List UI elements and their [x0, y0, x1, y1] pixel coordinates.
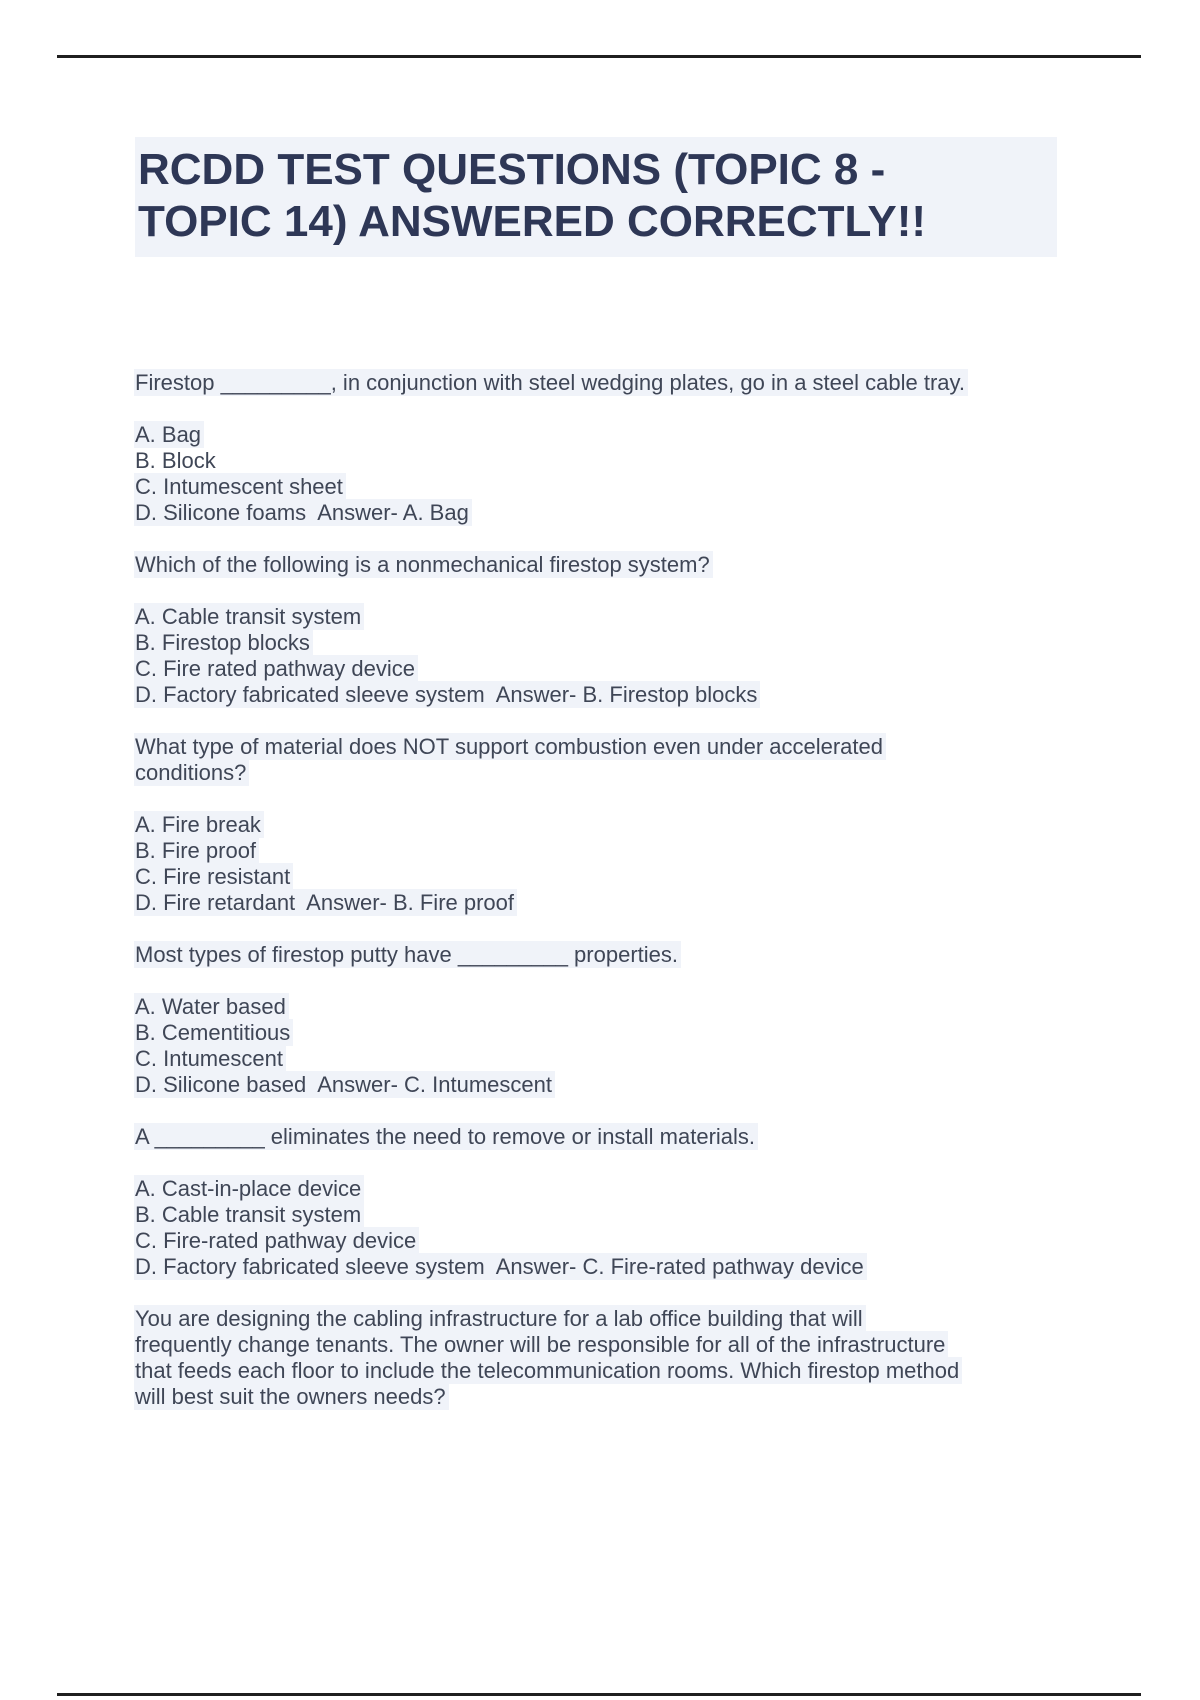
option-line — [135, 838, 1070, 864]
line-highlight: Which of the following is a nonmechanical firestop system? — [134, 551, 713, 578]
page-title-line-1: RCDD TEST QUESTIONS (TOPIC 8 - — [138, 145, 886, 194]
line-highlight: You are designing the cabling infrastructure for a lab office building that will — [134, 1305, 866, 1332]
line-highlight: D. Fire retardant Answer- B. Fire proof — [134, 889, 517, 916]
option-line — [135, 1176, 1070, 1202]
options-block — [135, 604, 1070, 708]
options-block — [135, 422, 1070, 526]
bottom-rule — [57, 1693, 1141, 1696]
question-block — [135, 1124, 1070, 1150]
question-line — [135, 1332, 1070, 1358]
line-highlight: D. Silicone foams Answer- A. Bag — [134, 499, 472, 526]
option-line — [135, 890, 1070, 916]
option-line — [135, 682, 1070, 708]
line-highlight: A. Fire break — [134, 811, 264, 838]
option-line — [135, 1254, 1070, 1280]
line-highlight: C. Fire-rated pathway device — [134, 1227, 419, 1254]
title-highlight — [135, 137, 1057, 257]
option-line — [135, 630, 1070, 656]
line-highlight: A. Bag — [134, 421, 204, 448]
line-highlight: What type of material does NOT support combustion even under accelerated — [134, 733, 886, 760]
option-line — [135, 1202, 1070, 1228]
line-highlight: Most types of firestop putty have _________ properties. — [134, 941, 681, 968]
line-highlight: C. Fire rated pathway device — [134, 655, 418, 682]
line-highlight: A. Water based — [134, 993, 289, 1020]
line-highlight: that feeds each floor to include the telecommunication rooms. Which firestop method — [134, 1357, 962, 1384]
page-content — [135, 137, 1070, 1436]
options-block — [135, 812, 1070, 916]
line-highlight: A _________ eliminates the need to remove or install materials. — [134, 1123, 758, 1150]
question-line — [135, 760, 1070, 786]
option-line — [135, 1020, 1070, 1046]
option-line — [135, 864, 1070, 890]
top-rule — [57, 55, 1141, 58]
option-line — [135, 812, 1070, 838]
option-line — [135, 500, 1070, 526]
question-line — [135, 734, 1070, 760]
line-highlight: A. Cable transit system — [134, 603, 364, 630]
question-block — [135, 1306, 1070, 1410]
line-highlight: conditions? — [134, 759, 249, 786]
question-line — [135, 552, 1070, 578]
line-highlight: A. Cast-in-place device — [134, 1175, 364, 1202]
line-highlight: frequently change tenants. The owner will be responsible for all of the infrastructure — [134, 1331, 948, 1358]
line-highlight: C. Fire resistant — [134, 863, 293, 890]
line-highlight: will best suit the owners needs? — [134, 1383, 449, 1410]
question-line — [135, 1358, 1070, 1384]
option-line — [135, 1046, 1070, 1072]
line-highlight: B. Fire proof — [134, 837, 259, 864]
line-highlight: C. Intumescent — [134, 1045, 286, 1072]
line-highlight: D. Factory fabricated sleeve system Answer- B. Firestop blocks — [134, 681, 760, 708]
question-list — [135, 370, 1070, 1410]
question-line — [135, 1124, 1070, 1150]
option-line — [135, 994, 1070, 1020]
option-line — [135, 1072, 1070, 1098]
page-title-line-2: TOPIC 14) ANSWERED CORRECTLY!! — [138, 197, 927, 246]
options-block — [135, 994, 1070, 1098]
line-highlight: D. Silicone based Answer- C. Intumescent — [134, 1071, 555, 1098]
question-line — [135, 370, 1070, 396]
line-highlight: Firestop _________, in conjunction with steel wedging plates, go in a steel cable tray. — [134, 369, 968, 396]
line-highlight: B. Firestop blocks — [134, 629, 313, 656]
question-line — [135, 942, 1070, 968]
question-block — [135, 552, 1070, 578]
option-line: B. Block — [135, 448, 216, 473]
option-line — [135, 422, 1070, 448]
line-highlight: C. Intumescent sheet — [134, 473, 346, 500]
line-highlight: D. Factory fabricated sleeve system Answer- C. Fire-rated pathway device — [134, 1253, 867, 1280]
line-highlight: B. Cable transit system — [134, 1201, 364, 1228]
line-highlight: B. Cementitious — [134, 1019, 293, 1046]
question-block — [135, 734, 1070, 786]
question-block — [135, 942, 1070, 968]
options-block — [135, 1176, 1070, 1280]
question-block — [135, 370, 1070, 396]
option-line — [135, 474, 1070, 500]
option-line — [135, 604, 1070, 630]
question-line — [135, 1384, 1070, 1410]
option-line — [135, 1228, 1070, 1254]
question-line — [135, 1306, 1070, 1332]
option-line — [135, 656, 1070, 682]
